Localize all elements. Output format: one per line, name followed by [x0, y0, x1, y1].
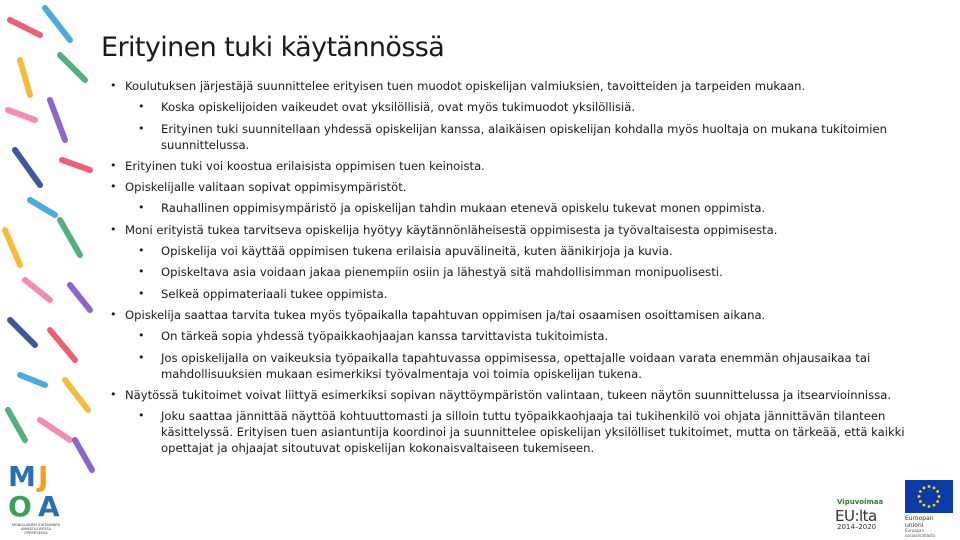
logo-letter-m: M	[8, 460, 36, 493]
funder-union-label: Euroopan unioni	[905, 515, 934, 529]
eu-star	[928, 485, 931, 488]
eu-star	[923, 486, 926, 489]
funder-logos	[835, 478, 955, 536]
bullet-dot: •	[110, 79, 117, 92]
bullet-text: On tärkeä sopia yhdessä työpaikkaohjaajan kanssa tarvittavista tukitoimista.	[161, 329, 609, 344]
bullet-dot: •	[110, 180, 117, 194]
logo-letter-o: O	[8, 490, 32, 520]
brush-stroke	[25, 280, 50, 300]
bullet-dot: •	[138, 121, 145, 135]
eu-star	[936, 500, 939, 503]
sub-bullet-item	[110, 99, 930, 115]
brush-stroke	[8, 110, 35, 120]
logo-caption: MONIALAINEN JOHTAMINEN AMMATILLISESSA OPPIMISESSA	[11, 523, 60, 535]
funder-eu-text: EU:lta	[835, 507, 877, 525]
bullet-dot: •	[138, 265, 145, 279]
eu-star	[919, 490, 922, 493]
logo-letter-a: A	[38, 490, 60, 520]
brush-stroke	[5, 230, 20, 265]
bullet-dot: •	[138, 409, 145, 423]
bullet-dot: •	[138, 329, 145, 343]
eu-star	[933, 504, 936, 507]
brush-stroke	[45, 8, 70, 40]
funder-program: Vipuvoimaa	[837, 498, 884, 506]
bullet-text: Joku saattaa jännittää näyttöä kohtuuttomasti ja silloin tuttu työpaikkaohjaaja tai tukihenkilö voi ohjata jännittävän tilanteen käsittelyssä. Erityisen tuen asiantuntija koordinoi ja suunnittelee opiskelijan yksilölliset tukitoimet, mutta on tärkeää, että kaikki opettajat ja ohjaajat sitoutuvat opiskelijan kokonaisvaltaiseen tukemiseen.	[161, 409, 905, 456]
sub-bullet-item	[110, 264, 930, 280]
bullet-text: Rauhallinen oppimisympäristö ja opiskelijan tahdin mukaan etenevä opiskelu tukevat monen oppimista.	[161, 201, 766, 216]
mjoa-logo-icon	[6, 458, 66, 520]
brush-stroke	[10, 20, 40, 35]
bullet-dot: •	[138, 350, 145, 364]
eu-star	[938, 495, 941, 498]
bullet-dot: •	[110, 307, 117, 321]
bullet-text: Opiskelija voi käyttää oppimisen tukena erilaisia apuvälineitä, kuten äänikirjoja ja kuvia.	[161, 244, 673, 259]
eu-star	[923, 504, 926, 507]
brush-stroke	[10, 320, 35, 345]
eu-star	[918, 495, 921, 498]
bullet-text: Erityinen tuki voi koostua erilaisista oppimisen tuen keinoista.	[125, 158, 485, 173]
brush-stroke	[65, 380, 88, 410]
brush-stroke	[60, 220, 80, 255]
sub-bullet-item	[110, 243, 930, 259]
bullet-dot: •	[138, 286, 145, 300]
bullet-text: Näytössä tukitoimet voivat liittyä esimerkiksi sopivan näyttöympäristön valintaan, tukeen näytön suunnittelussa ja itsearvioinnissa.	[125, 387, 892, 402]
sub-bullet-item	[110, 328, 930, 344]
eu-star	[933, 486, 936, 489]
eu-star	[928, 505, 931, 508]
eu-stars	[905, 480, 953, 513]
bullet-text: Moni erityistä tukea tarvitseva opiskelija hyötyy käytännönläheisestä oppimisesta ja työvaltaisesta oppimisesta.	[125, 222, 778, 237]
bullet-item	[110, 387, 930, 403]
funder-fund-label: Euroopan sosiaalirahasto	[905, 528, 936, 538]
bullet-text: Koska opiskelijoiden vaikeudet ovat yksilöllisiä, ovat myös tukimuodot yksilöllisiä.	[161, 100, 636, 115]
brush-stroke	[15, 150, 40, 185]
bullet-item	[110, 78, 930, 94]
sub-bullet-item	[110, 408, 930, 456]
brush-stroke	[20, 375, 45, 385]
bullet-dot: •	[138, 201, 145, 215]
brush-stroke	[62, 160, 90, 170]
bullet-text: Erityinen tuki suunnitellaan yhdessä opiskelijan kanssa, alaikäisen opiskelijan kohdalla myös huoltaja on mukana tukitoimien suunnittelussa.	[161, 121, 887, 152]
brush-stroke	[50, 100, 65, 140]
bullet-text: Koulutuksen järjestäjä suunnittelee erityisen tuen muodot opiskelijan valmiuksien, tavoitteiden ja tarpeiden mukaan.	[125, 79, 806, 93]
bullet-dot: •	[110, 222, 117, 236]
bullet-text: Opiskelija saattaa tarvita tukea myös työpaikalla tapahtuvan oppimisen ja/tai osaamisen osoittamisen aikana.	[125, 307, 766, 322]
bullet-item	[110, 158, 930, 174]
sub-bullet-item	[110, 350, 930, 382]
bullet-item	[110, 179, 930, 195]
brush-stroke	[40, 420, 70, 440]
bullet-text: Selkeä oppimateriaali tukee oppimista.	[161, 286, 388, 301]
bullet-text: Opiskelijalle valitaan sopivat oppimisympäristöt.	[125, 180, 407, 195]
brush-stroke	[60, 55, 85, 80]
eu-star	[936, 490, 939, 493]
eu-flag-icon	[905, 480, 953, 513]
bullet-dot: •	[110, 158, 117, 172]
bullet-text: Opiskeltava asia voidaan jakaa pienempiin osiin ja lähestyä sitä mahdollisimman monipuolisesti.	[161, 265, 723, 280]
sub-bullet-item	[110, 286, 930, 302]
bullet-text: Jos opiskelijalla on vaikeuksia työpaikalla tapahtuvassa oppimisessa, opettajalle voidaan varata enemmän ohjausaikaa tai mahdollisuuksien mukaan esimerkiksi työvalmentaja voi toimia opiskelijan tukena.	[161, 350, 871, 381]
brush-stroke	[8, 410, 25, 440]
brush-stroke	[50, 330, 75, 360]
brush-stroke	[30, 200, 55, 215]
brush-stroke	[20, 60, 30, 95]
bullet-item	[110, 307, 930, 323]
bullet-dot: •	[138, 100, 145, 114]
bullet-dot: •	[110, 387, 117, 401]
funder-years: 2014–2020	[837, 523, 877, 531]
bullet-list	[110, 78, 930, 461]
brush-stroke	[70, 285, 90, 310]
sub-bullet-item	[110, 200, 930, 216]
logo-letter-j: J	[38, 460, 49, 493]
bullet-item	[110, 222, 930, 238]
bullet-dot: •	[138, 244, 145, 258]
page-title: Erityinen tuki käytännössä	[101, 32, 445, 63]
brush-stroke	[75, 440, 92, 470]
sub-bullet-item	[110, 121, 930, 153]
eu-star	[919, 500, 922, 503]
